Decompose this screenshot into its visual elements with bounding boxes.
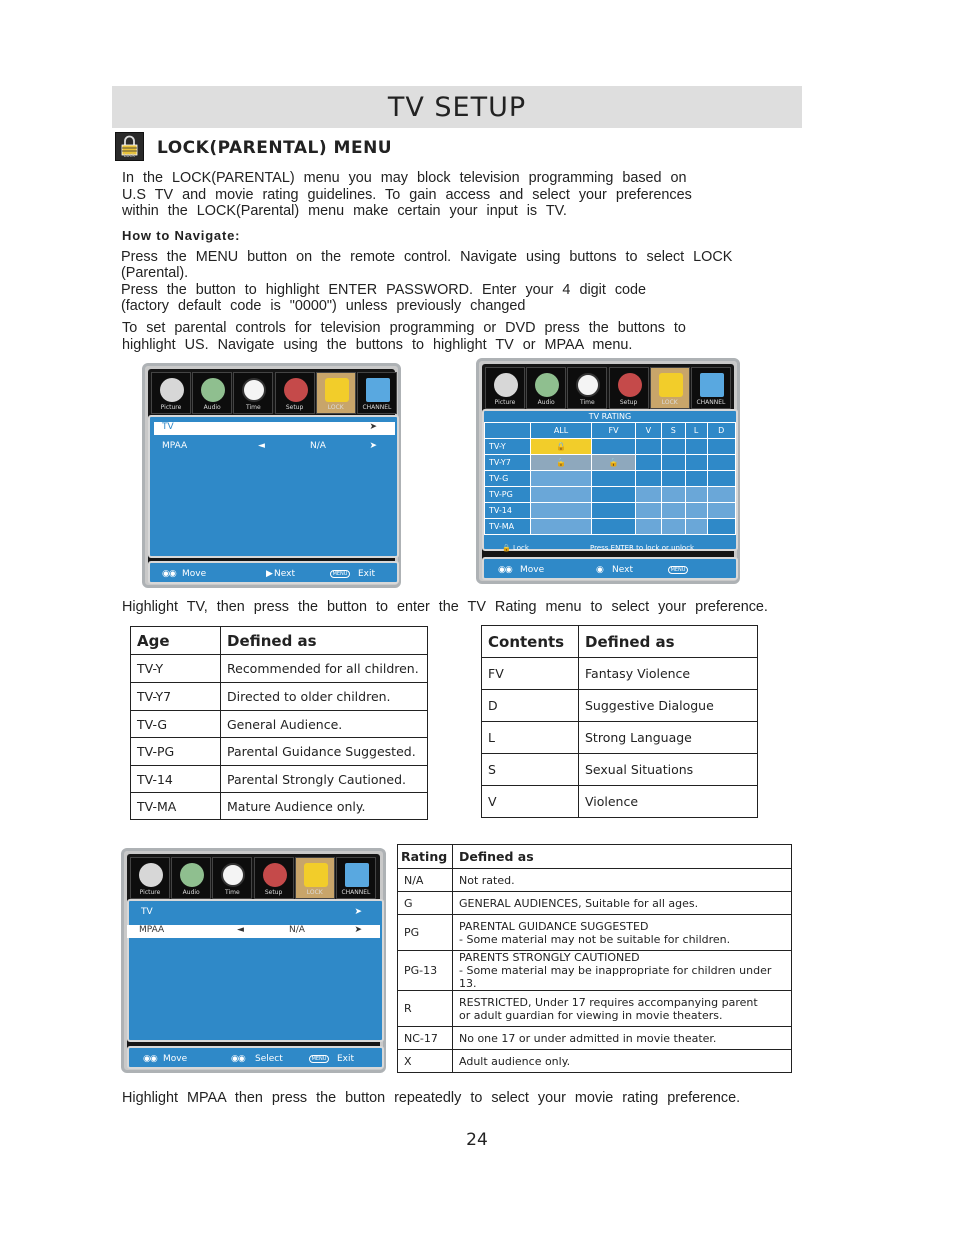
- menu-row-tv[interactable]: TV ➤: [141, 907, 362, 917]
- tv-rating-grid: [484, 422, 736, 535]
- audio-icon: [180, 863, 204, 887]
- gear-icon: [618, 373, 642, 397]
- grid-row-tv-14[interactable]: TV-14: [485, 503, 736, 519]
- clock-icon: [242, 378, 266, 402]
- screen-footer: ◉◉ Move ◉ Next MENU: [482, 557, 738, 580]
- tab-audio[interactable]: Audio: [526, 367, 566, 409]
- table-header-row: Contents Defined as: [482, 626, 758, 658]
- table-row: PG PARENTAL GUIDANCE SUGGESTED - Some material may not be suitable for children.: [398, 915, 792, 951]
- intro-line-1: In the LOCK(PARENTAL) menu you may block television programming based on: [122, 170, 687, 186]
- monitor-icon: [700, 373, 724, 397]
- audio-icon: [201, 378, 225, 402]
- tab-time[interactable]: Time: [233, 372, 273, 414]
- table-row: NC-17 No one 17 or under admitted in movie theater.: [398, 1027, 792, 1050]
- step-1-line-2: (Parental).: [121, 265, 189, 281]
- table-row: L Strong Language: [482, 722, 758, 754]
- tab-picture[interactable]: Picture: [485, 367, 525, 409]
- camera-icon: [494, 373, 518, 397]
- gear-icon: [284, 378, 308, 402]
- status-lock-label: 🔒 Lock: [502, 544, 529, 552]
- age-table: [130, 626, 428, 820]
- menu-key-icon: MENU: [330, 570, 350, 578]
- menu-tab-bar: [130, 857, 377, 899]
- mpaa-value: N/A: [289, 925, 305, 935]
- table-row: X Adult audience only.: [398, 1050, 792, 1073]
- move-icon: ◉◉: [143, 1054, 157, 1064]
- camera-icon: [139, 863, 163, 887]
- lock-menu-panel: [148, 415, 399, 558]
- monitor-icon: [366, 378, 390, 402]
- tab-time[interactable]: Time: [212, 857, 252, 899]
- lock-icon[interactable]: 🔒: [592, 455, 636, 471]
- menu-tab-bar: [151, 372, 398, 414]
- tv-rating-title: TV RATING: [588, 412, 632, 421]
- screen-footer: ◉◉ Move ▶ Next MENU Exit: [148, 561, 399, 584]
- page-number: 24: [466, 1130, 488, 1150]
- section-title: LOCK(PARENTAL) MENU: [157, 138, 393, 158]
- tab-lock[interactable]: LOCK: [650, 367, 690, 409]
- mpaa-menu-panel: [127, 899, 384, 1042]
- status-hint: Press ENTER to lock or unlock: [590, 544, 695, 552]
- arrow-right-icon: ➤: [369, 441, 377, 451]
- mpaa-table: [397, 844, 792, 1073]
- screen-footer: ◉◉ Move ◉◉ Select MENU Exit: [127, 1046, 384, 1069]
- arrow-right-icon: ➤: [369, 422, 377, 432]
- table-header-row: Age Defined as: [131, 627, 428, 655]
- audio-icon: [535, 373, 559, 397]
- table-row: PG-13 PARENTS STRONGLY CAUTIONED - Some material may be inappropriate for children under 13.: [398, 951, 792, 991]
- intro-line-2: U.S TV and movie rating guidelines. To gain access and select your preferences: [122, 187, 692, 203]
- table-row: TV-14 Parental Strongly Cautioned.: [131, 766, 428, 793]
- next-icon: ▶: [266, 569, 273, 579]
- table-header-row: Rating Defined as: [398, 845, 792, 869]
- move-icon: ◉◉: [498, 565, 512, 575]
- tab-setup[interactable]: Setup: [254, 857, 294, 899]
- table-row: TV-MA Mature Audience only.: [131, 793, 428, 820]
- contents-table: [481, 625, 758, 818]
- lock-badge-label: Lock: [123, 153, 136, 159]
- caption-tv-rating: Highlight TV, then press the button to enter the TV Rating menu to select your preference.: [122, 599, 768, 615]
- tab-audio[interactable]: Audio: [192, 372, 232, 414]
- clock-icon: [221, 863, 245, 887]
- table-row: TV-G General Audience.: [131, 711, 428, 738]
- tab-channel[interactable]: CHANNEL: [357, 372, 397, 414]
- tv-rating-panel: [482, 409, 738, 551]
- monitor-icon: [345, 863, 369, 887]
- mpaa-value: N/A: [310, 441, 326, 451]
- table-row: N/A Not rated.: [398, 869, 792, 892]
- page-title: TV SETUP: [387, 92, 527, 123]
- table-row: R RESTRICTED, Under 17 requires accompanying parent or adult guardian for viewing in movie theaters.: [398, 991, 792, 1027]
- step-1-line-1: Press the MENU button on the remote control. Navigate using buttons to select LOCK: [121, 249, 733, 265]
- tv-screen-mpaa: [121, 848, 386, 1073]
- page-banner: [112, 86, 802, 128]
- grid-row-tv-ma[interactable]: TV-MA: [485, 519, 736, 535]
- tab-time[interactable]: Time: [567, 367, 607, 409]
- how-to-heading: How to Navigate:: [122, 228, 241, 243]
- intro-line-3: within the LOCK(Parental) menu make certain your input is TV.: [122, 203, 567, 219]
- tab-setup[interactable]: Setup: [609, 367, 649, 409]
- tab-audio[interactable]: Audio: [171, 857, 211, 899]
- table-row: G GENERAL AUDIENCES, Suitable for all ages.: [398, 892, 792, 915]
- tab-lock[interactable]: LOCK: [316, 372, 356, 414]
- select-icon: ◉◉: [231, 1054, 245, 1064]
- step-2-line-1: Press the button to highlight ENTER PASSWORD. Enter your 4 digit code: [121, 282, 647, 298]
- tab-channel[interactable]: CHANNEL: [691, 367, 731, 409]
- step-3-line-1: To set parental controls for television programming or DVD press the buttons to: [122, 320, 686, 336]
- tv-screen-tv-rating: [476, 358, 740, 584]
- menu-row-mpaa[interactable]: MPAA ◄ N/A ➤: [162, 441, 377, 451]
- table-row: TV-PG Parental Guidance Suggested.: [131, 738, 428, 766]
- step-2-line-2: (factory default code is "0000") unless previously changed: [121, 298, 526, 314]
- grid-header-row: ALL FV V S L D: [485, 423, 736, 439]
- menu-row-mpaa[interactable]: MPAA ◄ N/A ➤: [127, 925, 380, 938]
- lock-icon: [659, 373, 683, 397]
- grid-row-tv-y7[interactable]: TV-Y7 🔒 🔒: [485, 455, 736, 471]
- lock-icon[interactable]: 🔒: [531, 455, 592, 471]
- tab-picture[interactable]: Picture: [151, 372, 191, 414]
- table-row: V Violence: [482, 786, 758, 818]
- tv-screen-lock-menu: [142, 363, 401, 588]
- grid-row-tv-g[interactable]: TV-G: [485, 471, 736, 487]
- tab-picture[interactable]: Picture: [130, 857, 170, 899]
- clock-icon: [576, 373, 600, 397]
- gear-icon: [263, 863, 287, 887]
- step-3-line-2: highlight US. Navigate using the buttons to highlight TV or MPAA menu.: [122, 337, 633, 353]
- menu-tab-bar: [485, 367, 732, 409]
- caption-mpaa: Highlight MPAA then press the button repeatedly to select your movie rating preference.: [122, 1090, 741, 1106]
- table-row: S Sexual Situations: [482, 754, 758, 786]
- tab-lock[interactable]: LOCK: [295, 857, 335, 899]
- table-row: D Suggestive Dialogue: [482, 690, 758, 722]
- grid-row-tv-pg[interactable]: TV-PG: [485, 487, 736, 503]
- arrow-left-icon: ◄: [237, 925, 244, 935]
- arrow-right-icon: ➤: [354, 907, 362, 917]
- lock-icon: [115, 132, 144, 161]
- camera-icon: [160, 378, 184, 402]
- menu-row-tv[interactable]: TV ➤: [154, 422, 395, 435]
- tab-channel[interactable]: CHANNEL: [336, 857, 376, 899]
- lock-icon[interactable]: 🔒: [531, 439, 592, 455]
- next-icon: ◉: [596, 565, 604, 575]
- menu-key-icon: MENU: [309, 1055, 329, 1063]
- move-icon: ◉◉: [162, 569, 176, 579]
- table-row: FV Fantasy Violence: [482, 658, 758, 690]
- menu-key-icon: MENU: [668, 566, 688, 574]
- arrow-left-icon: ◄: [258, 441, 265, 451]
- arrow-right-icon: ➤: [354, 925, 362, 935]
- grid-row-tv-y[interactable]: TV-Y 🔒: [485, 439, 736, 455]
- table-row: TV-Y Recommended for all children.: [131, 655, 428, 683]
- tab-setup[interactable]: Setup: [275, 372, 315, 414]
- table-row: TV-Y7 Directed to older children.: [131, 683, 428, 711]
- lock-icon: [325, 378, 349, 402]
- lock-icon: [304, 863, 328, 887]
